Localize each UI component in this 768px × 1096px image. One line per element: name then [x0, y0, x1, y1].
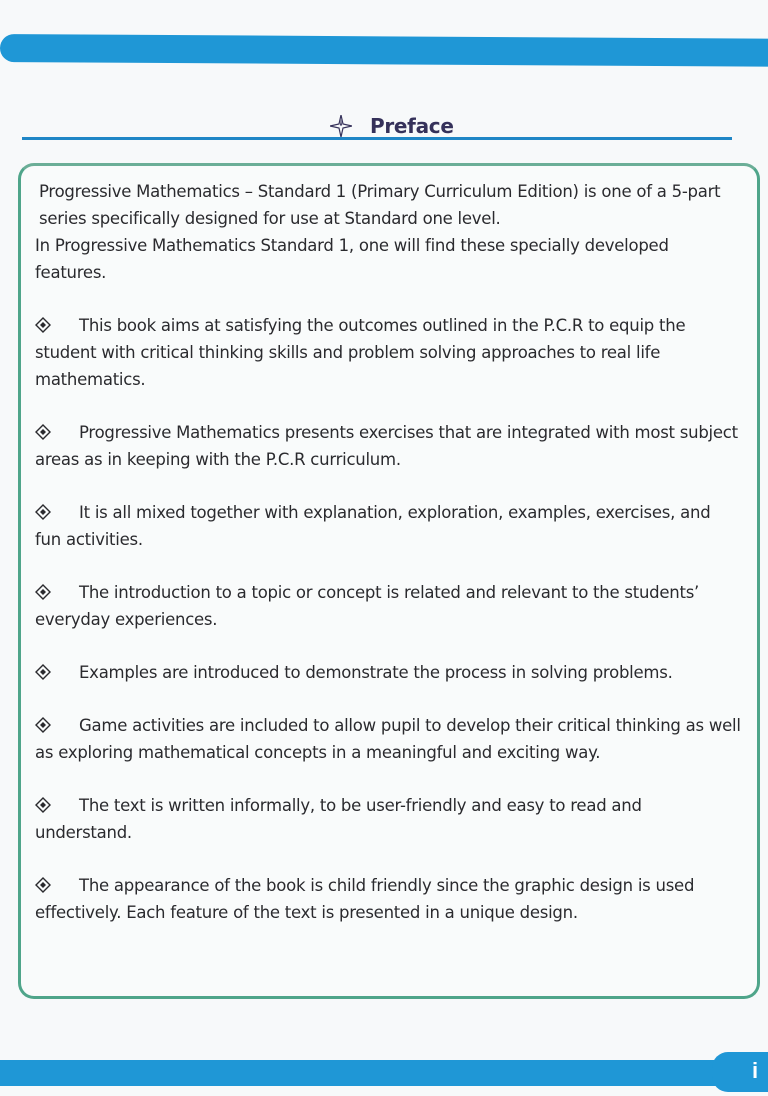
feature-item [35, 419, 741, 473]
preface-panel [18, 163, 760, 999]
diamond-bullet-icon [35, 584, 51, 600]
intro-text-2: In Progressive Mathematics Standard 1, one will find these specially developed features. [35, 236, 669, 282]
four-point-star-icon [330, 115, 352, 137]
feature-item [35, 872, 741, 926]
diamond-bullet-icon [35, 664, 51, 680]
intro-text-1: Progressive Mathematics – Standard 1 (Primary Curriculum Edition) is one of a 5-part series specifically designed for use at Standard one level. [39, 182, 721, 228]
page-heading [330, 114, 454, 138]
feature-text: It is all mixed together with explanation, exploration, examples, exercises, and fun activities. [35, 503, 711, 549]
feature-item [35, 659, 741, 686]
feature-text: The text is written informally, to be user-friendly and easy to read and understand. [35, 796, 642, 842]
feature-item [35, 792, 741, 846]
page-title: Preface [370, 114, 454, 138]
diamond-bullet-icon [35, 797, 51, 813]
feature-item [35, 499, 741, 553]
diamond-bullet-icon [35, 317, 51, 333]
diamond-bullet-icon [35, 504, 51, 520]
top-decorative-bar [0, 34, 768, 67]
feature-text: Game activities are included to allow pupil to develop their critical thinking as well as exploring mathematical concepts in a meaningful and exciting way. [35, 716, 741, 762]
feature-item [35, 579, 741, 633]
diamond-bullet-icon [35, 717, 51, 733]
feature-text: The introduction to a topic or concept is related and relevant to the students’ everyday experiences. [35, 583, 700, 629]
feature-text: The appearance of the book is child friendly since the graphic design is used effectively. Each feature of the text is presented in a unique design. [35, 876, 695, 922]
feature-text: Progressive Mathematics presents exercises that are integrated with most subject areas as in keeping with the P.C.R curriculum. [35, 423, 738, 469]
page-number: i [752, 1058, 759, 1083]
feature-item [35, 712, 741, 766]
diamond-bullet-icon [35, 877, 51, 893]
bottom-decorative-bar [0, 1060, 730, 1086]
intro-paragraph [35, 178, 741, 286]
feature-item [35, 312, 741, 393]
diamond-bullet-icon [35, 424, 51, 440]
feature-text: This book aims at satisfying the outcomes outlined in the P.C.R to equip the student with critical thinking skills and problem solving approaches to real life mathematics. [35, 316, 686, 389]
feature-text: Examples are introduced to demonstrate the process in solving problems. [79, 663, 673, 682]
page-number-tab [712, 1052, 768, 1092]
